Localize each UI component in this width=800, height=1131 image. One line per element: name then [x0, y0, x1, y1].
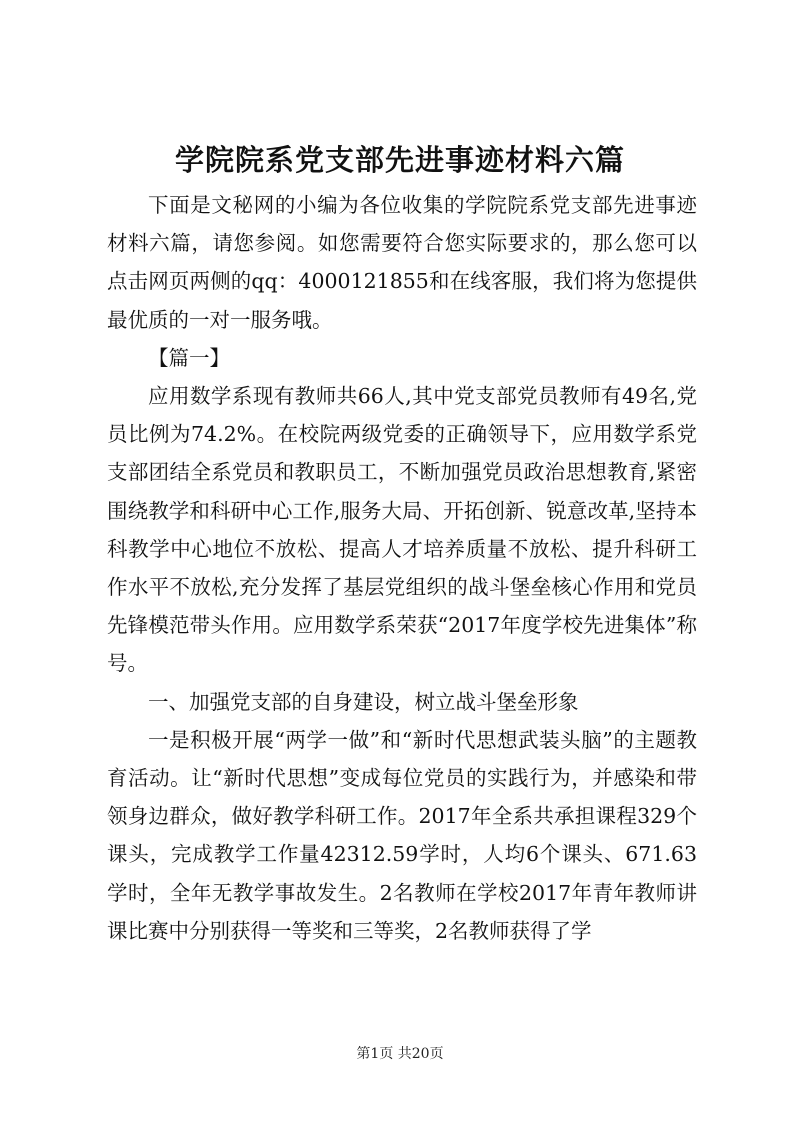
section-heading-part-one: 【篇一】 — [148, 345, 230, 370]
body-paragraph: 应用数学系现有教师共66人,其中党支部党员教师有49名,党员比例为74.2%。在校院两级党委的正确领导下，应用数学系党支部团结全系党员和教职员工，不断加强党员政治思想教育,紧密围绕教学和科研中心工作,服务大局、开拓创新、锐意改革,坚持本科教学中心地位不放松、提高人才培养质量不放松、提升科研工作水平不放松,充分发挥了基层党组织的战斗堡垒核心作用和党员先锋模范带头作用。应用数学系荣获“2017年度学校先进集体”称号。 — [107, 384, 697, 676]
intro-paragraph: 下面是文秘网的小编为各位收集的学院院系党支部先进事迹材料六篇，请您参阅。如您需要符合您实际要求的，那么您可以点击网页两侧的qq：4000121855和在线客服，我们将为您提供最优质的一对一服务哦。 — [107, 193, 697, 332]
section-heading: 一、加强党支部的自身建设，树立战斗堡垒形象 — [148, 689, 579, 714]
document-body — [107, 186, 697, 950]
page-number: 第1页 共20页 — [356, 1046, 444, 1062]
body-paragraph: 一是积极开展“两学一做”和“新时代思想武装头脑”的主题教育活动。让“新时代思想”变成每位党员的实践行为，并感染和带领身边群众，做好教学科研工作。2017年全系共承担课程329个课头，完成教学工作量42312.59学时，人均6个课头、671.63学时，全年无教学事故发生。2名教师在学校2017年青年教师讲课比赛中分别获得一等奖和三等奖，2名教师获得了学 — [107, 727, 697, 943]
document-title: 学院院系党支部先进事迹材料六篇 — [174, 143, 625, 177]
